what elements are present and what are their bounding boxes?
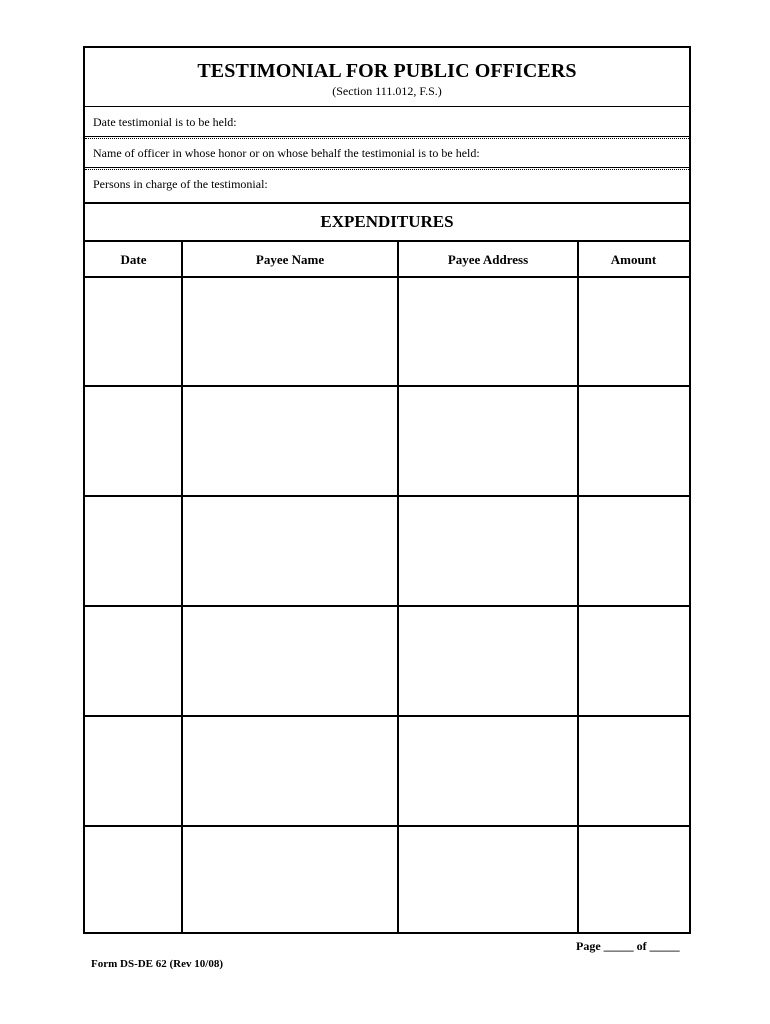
persons-in-charge-label: Persons in charge of the testimonial: [93,177,268,191]
officer-name-field[interactable] [85,137,689,168]
row-6-payee-address-cell[interactable] [399,827,577,932]
row-2-amount-cell[interactable] [579,387,689,495]
row-5-payee-name-cell[interactable] [183,717,397,825]
form-subtitle: (Section 111.012, F.S.) [332,84,442,98]
form-id-label: Form DS-DE 62 (Rev 10/08) [91,958,223,970]
column-header-date: Date [85,242,182,278]
date-testimonial-field[interactable] [85,106,689,137]
row-2-date-cell[interactable] [85,387,181,495]
date-testimonial-label: Date testimonial is to be held: [93,115,237,129]
title-block [85,48,689,107]
row-6-payee-name-cell[interactable] [183,827,397,932]
column-header-payee-name: Payee Name [182,242,398,278]
row-1-payee-address-cell[interactable] [399,278,577,385]
row-6-amount-cell[interactable] [579,827,689,932]
row-5-amount-cell[interactable] [579,717,689,825]
row-4-payee-name-cell[interactable] [183,607,397,715]
row-4-amount-cell[interactable] [579,607,689,715]
form-frame [83,46,691,934]
form-title: TESTIMONIAL FOR PUBLIC OFFICERS [197,60,577,82]
row-5-payee-address-cell[interactable] [399,717,577,825]
row-3-payee-address-cell[interactable] [399,497,577,605]
row-3-amount-cell[interactable] [579,497,689,605]
column-header-amount: Amount [578,242,689,278]
expenditures-header [85,202,689,242]
row-5-date-cell[interactable] [85,717,181,825]
expenditures-title: EXPENDITURES [320,212,454,231]
row-4-date-cell[interactable] [85,607,181,715]
page-number-label: Page _____ of _____ [576,939,680,953]
row-3-date-cell[interactable] [85,497,181,605]
row-1-date-cell[interactable] [85,278,181,385]
row-2-payee-name-cell[interactable] [183,387,397,495]
row-6-date-cell[interactable] [85,827,181,932]
row-1-amount-cell[interactable] [579,278,689,385]
row-2-payee-address-cell[interactable] [399,387,577,495]
row-3-payee-name-cell[interactable] [183,497,397,605]
column-header-payee-address: Payee Address [398,242,578,278]
persons-in-charge-field[interactable] [85,168,689,199]
officer-name-label: Name of officer in whose honor or on whose behalf the testimonial is to be held: [93,146,480,160]
row-1-payee-name-cell[interactable] [183,278,397,385]
row-4-payee-address-cell[interactable] [399,607,577,715]
